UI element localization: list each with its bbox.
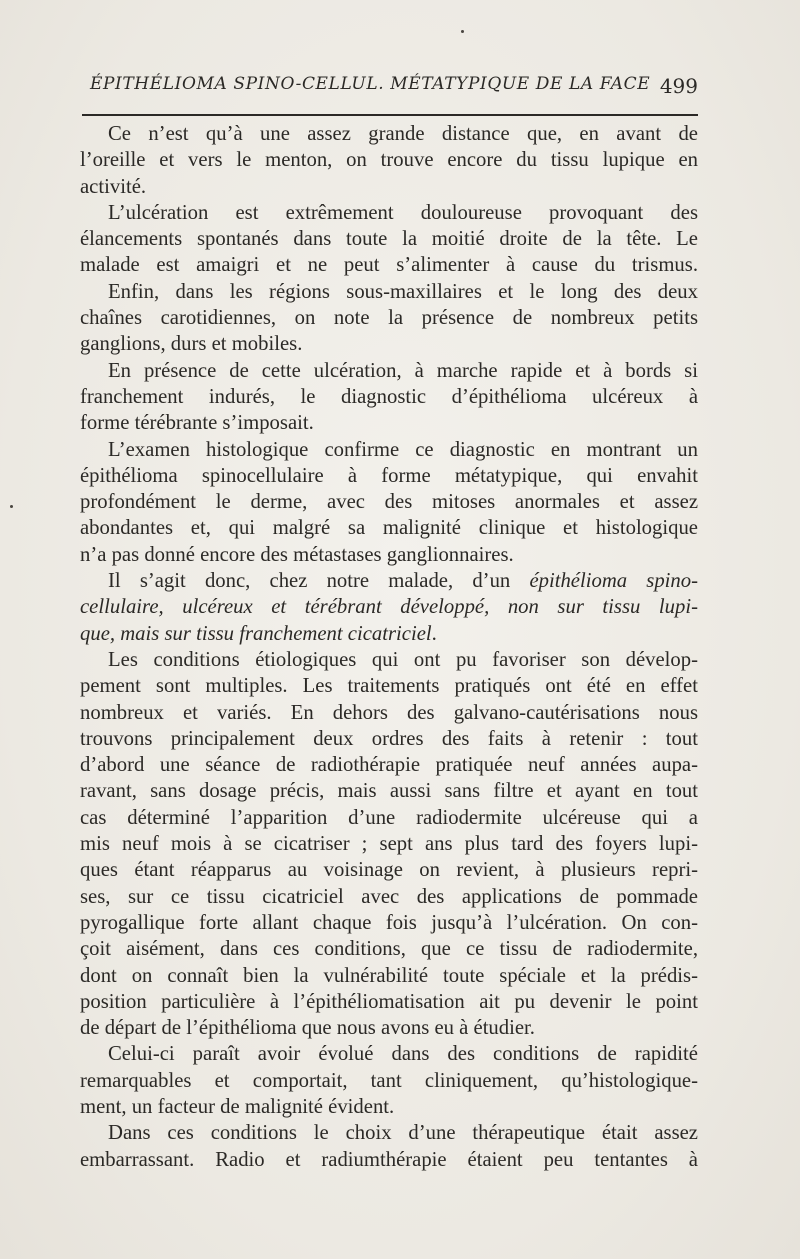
text-line: d’abord une séance de radiothérapie pratiquée neuf années aupa- [80, 754, 698, 777]
text-line: embarrassant. Radio et radiumthérapie étaient peu tentantes à [80, 1148, 698, 1171]
text-line: activité. [80, 175, 147, 198]
text-run: Il s’agit donc, chez notre malade, d’un [108, 570, 530, 593]
text-line: Enfin, dans les régions sous-maxillaires et le long des deux [108, 280, 698, 303]
text-line: élancements spontanés dans toute la moitié droite de la tête. Le [80, 228, 698, 251]
text-line: malade est amaigri et ne peut s’alimenter à cause du trismus. [80, 254, 698, 277]
text-line: trouvons principalement deux ordres des faits à retenir : tout [80, 727, 698, 750]
text-line: de départ de l’épithélioma que nous avons eu à étudier. [80, 1017, 535, 1040]
text-line [80, 621, 698, 647]
paragraph-5 [80, 437, 698, 568]
text-line [80, 568, 698, 594]
text-line: pement sont multiples. Les traitements pratiqués ont été en effet [80, 675, 698, 698]
emphasis-line: cellulaire, ulcéreux et térébrant développé, non sur tissu lupi- [80, 596, 698, 619]
text-line: Celui-ci paraît avoir évolué dans des conditions de rapidité [108, 1043, 698, 1066]
text-line: L’examen histologique confirme ce diagnostic en montrant un [108, 438, 698, 461]
text-line: Dans ces conditions le choix d’une thérapeutique était assez [108, 1122, 698, 1145]
text-line: forme térébrante s’imposait. [80, 412, 314, 435]
text-line: çoit aisément, dans ces conditions, que ce tissu de radiodermite, [80, 938, 698, 961]
text-line: franchement indurés, le diagnostic d’épithélioma ulcéreux à [80, 385, 698, 408]
text-run: . [431, 622, 437, 645]
emphasis-run: épithélioma spino- [529, 570, 699, 593]
text-line: mis neuf mois à se cicatriser ; sept ans plus tard des foyers lupi- [80, 833, 698, 856]
running-title: ÉPITHÉLIOMA SPINO-CELLUL. MÉTATYPIQUE DE LA FACE [90, 74, 651, 94]
paragraph-6 [80, 568, 698, 647]
paragraph-8 [80, 1041, 698, 1120]
emphasis-run: que, mais sur tissu franchement cicatriciel [80, 622, 432, 645]
text-line: ment, un facteur de malignité évident. [80, 1095, 395, 1118]
text-line: ses, sur ce tissu cicatriciel avec des applications de pommade [80, 885, 698, 908]
text-line: épithélioma spinocellulaire à forme métatypique, qui envahit [80, 464, 698, 487]
text-line: ganglions, durs et mobiles. [80, 333, 303, 356]
paragraph-2 [80, 200, 698, 279]
text-line: ques étant réapparus au voisinage on revient, à plusieurs repri- [80, 859, 698, 882]
paragraph-3 [80, 279, 698, 358]
paragraph-1 [80, 121, 698, 200]
text-line: profondément le derme, avec des mitoses anormales et assez [80, 491, 698, 514]
print-speck [10, 505, 13, 508]
text-line: remarquables et comportait, tant cliniquement, qu’histologique- [80, 1069, 698, 1092]
text-line: dont on connaît bien la vulnérabilité toute spéciale et la prédis- [80, 964, 698, 987]
text-line: n’a pas donné encore des métastases ganglionnaires. [80, 543, 514, 566]
page-header [82, 74, 698, 102]
text-line: Ce n’est qu’à une assez grande distance que, en avant de [108, 123, 698, 145]
body-text [80, 121, 698, 1173]
text-line: nombreux et variés. En dehors des galvano-cautérisations nous [80, 701, 698, 724]
page-number: 499 [659, 74, 698, 98]
print-speck [461, 30, 464, 33]
text-line: position particulière à l’épithéliomatisation ait pu devenir le point [80, 990, 698, 1013]
text-line: Les conditions étiologiques qui ont pu favoriser son dévelop- [108, 648, 698, 671]
text-line: cas déterminé l’apparition d’une radiodermite ulcéreuse qui a [80, 806, 698, 829]
text-line: En présence de cette ulcération, à marche rapide et à bords si [108, 359, 698, 382]
header-rule [82, 114, 698, 116]
text-line: chaînes carotidiennes, on note la présence de nombreux petits [80, 307, 698, 330]
text-line: ravant, sans dosage précis, mais aussi sans filtre et ayant en tout [80, 780, 698, 803]
text-line: abondantes et, qui malgré sa malignité clinique et histologique [80, 517, 698, 540]
text-line: l’oreille et vers le menton, on trouve encore du tissu lupique en [80, 149, 698, 172]
paragraph-7 [80, 647, 698, 1041]
text-line: L’ulcération est extrêmement douloureuse provoquant des [108, 201, 698, 224]
text-line: pyrogallique forte allant chaque fois jusqu’à l’ulcération. On con- [80, 911, 698, 934]
paragraph-4 [80, 358, 698, 437]
paragraph-9 [80, 1120, 698, 1173]
